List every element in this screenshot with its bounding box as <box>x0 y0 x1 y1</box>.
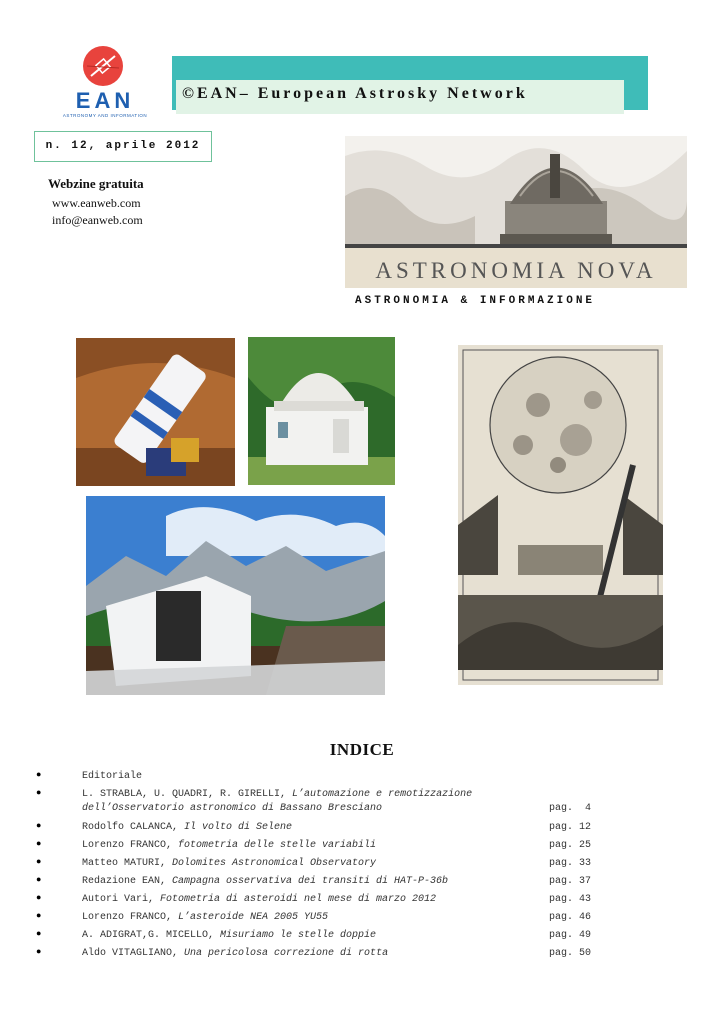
index-article-title: fotometria delle stelle variabili <box>178 840 377 851</box>
subtitle: ASTRONOMIA & INFORMAZIONE <box>355 295 596 307</box>
moon-engraving <box>458 345 663 685</box>
banner-text: ASTRONOMIA NOVA <box>375 258 657 283</box>
index-author: Lorenzo FRANCO, <box>82 912 179 923</box>
bullet-icon: ● <box>36 857 42 867</box>
dome-photo <box>248 337 395 485</box>
observatory-engraving <box>345 136 687 288</box>
index-author: A. ADIGRAT,G. MICELLO, <box>82 930 221 941</box>
telescope-photo <box>76 338 235 486</box>
index-article-title: Una pericolosa correzione di rotta <box>184 948 389 959</box>
index-article-title: L’asteroide NEA 2005 YU55 <box>178 912 329 923</box>
index-page: pag. 33 <box>549 858 592 869</box>
index-page: pag. 25 <box>549 840 592 851</box>
bullet-icon: ● <box>36 875 42 885</box>
index-author: Editoriale <box>82 771 143 782</box>
index-page: pag. 50 <box>549 948 592 959</box>
index-article-title: Dolomites Astronomical Observatory <box>172 858 377 869</box>
index-article-title: L’automazione e remotizzazione <box>292 789 473 800</box>
index-article-title: Fotometria di asteroidi nel mese di marzo 2012 <box>160 894 437 905</box>
header-title: ©EAN– European Astrosky Network <box>176 80 624 114</box>
bullet-icon: ● <box>36 770 42 780</box>
satellite-icon <box>83 46 123 86</box>
index-author: Rodolfo CALANCA, <box>82 822 185 833</box>
bullet-icon: ● <box>36 839 42 849</box>
index-page: pag. 37 <box>549 876 592 887</box>
mountain-observatory-photo <box>86 496 385 695</box>
site-url[interactable]: www.eanweb.com <box>52 196 141 210</box>
bullet-icon: ● <box>36 929 42 939</box>
index-page: pag. 46 <box>549 912 592 923</box>
index-page: pag. 49 <box>549 930 592 941</box>
index-page: pag. 4 <box>549 803 592 814</box>
bullet-icon: ● <box>36 911 42 921</box>
index-page: pag. 43 <box>549 894 592 905</box>
bullet-icon: ● <box>36 893 42 903</box>
issue-label: n. 12, aprile 2012 <box>34 131 212 162</box>
bullet-icon: ● <box>36 788 42 798</box>
email-link[interactable]: info@eanweb.com <box>52 213 143 227</box>
webzine-label: Webzine gratuita <box>48 176 144 191</box>
index-author: Matteo MATURI, <box>82 858 173 869</box>
index-author: L. STRABLA, U. QUADRI, R. GIRELLI, <box>82 789 293 800</box>
ean-logo <box>62 42 152 122</box>
index-article-title: Il volto di Selene <box>184 822 293 833</box>
index-article-title-line2: dell’Osservatorio astronomico di Bassano Bresciano <box>82 803 383 814</box>
index-article-title: Misuriamo le stelle doppie <box>220 930 377 941</box>
logo-text: EAN <box>75 88 135 113</box>
index-page: pag. 12 <box>549 822 592 833</box>
index-author: Autori Vari, <box>82 894 161 905</box>
astronomia-nova-banner <box>345 136 687 288</box>
index-article-title: Campagna osservativa dei transiti di HAT-P-36b <box>172 876 449 887</box>
index-author: Redazione EAN, <box>82 876 173 887</box>
index-title: INDICE <box>329 740 395 759</box>
bullet-icon: ● <box>36 947 42 957</box>
bullet-icon: ● <box>36 821 42 831</box>
index-author: Aldo VITAGLIANO, <box>82 948 185 959</box>
logo-circle <box>83 46 123 86</box>
index-author: Lorenzo FRANCO, <box>82 840 179 851</box>
logo-tagline: ASTRONOMY AND INFORMATION <box>62 113 148 118</box>
